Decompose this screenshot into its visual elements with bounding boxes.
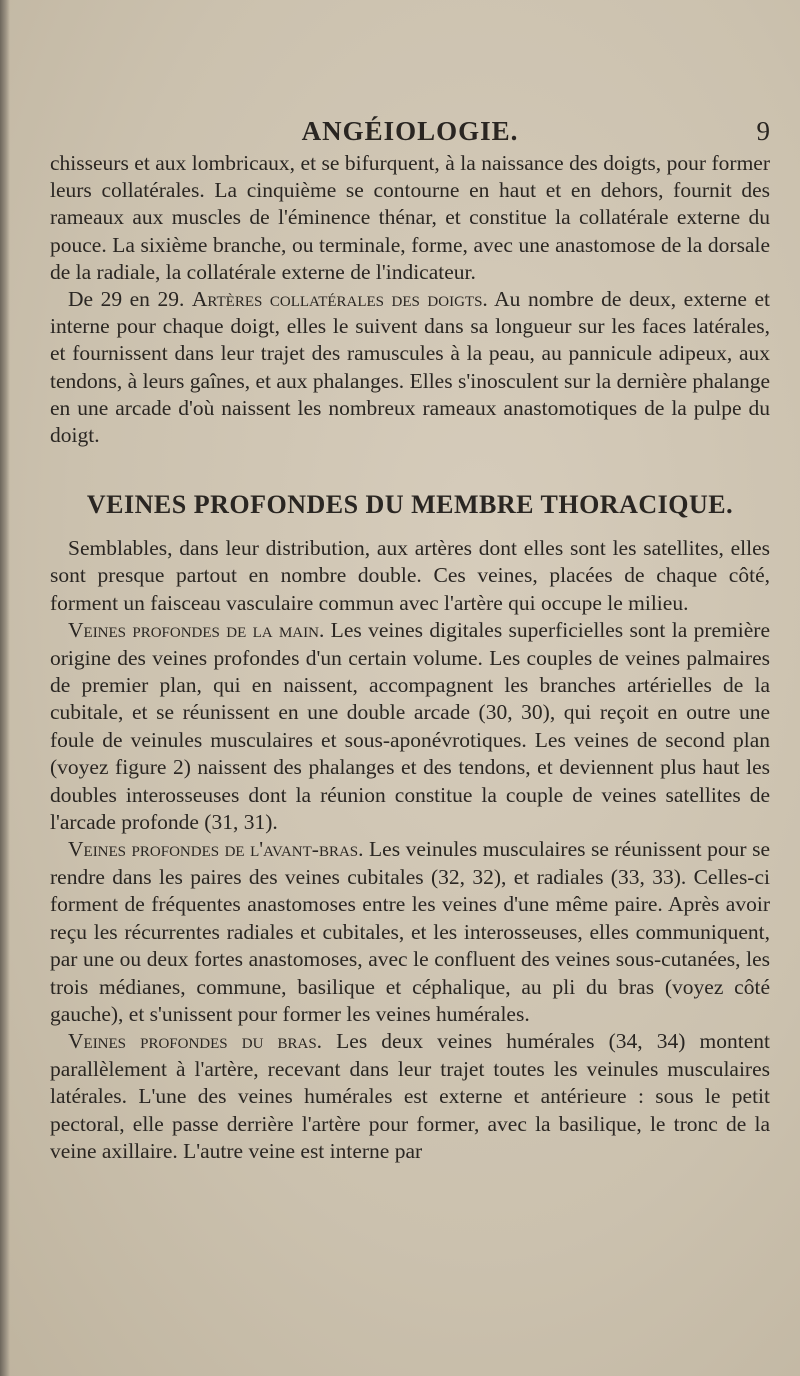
paragraph-heading: Veines profondes de la main. [68, 618, 325, 643]
body-text-top [50, 150, 770, 449]
paragraph [50, 286, 770, 449]
paragraph-text: Les deux veines humérales (34, 34) montent parallèlement à l'artère, recevant dans leur trajet toutes les veinules musculaires latérales. L'une des veines humérales est externe et antérieure : sous le petit pectoral, elle passe derrière l'artère pour former, avec la basilique, le tronc de la veine axillaire. L'autre veine est interne par [50, 1029, 770, 1163]
paragraph [50, 535, 770, 617]
page-binding-edge [0, 0, 10, 1376]
page-number: 9 [756, 116, 770, 146]
paragraph-text: Les veinules musculaires se réunissent pour se rendre dans les paires des veines cubitales (32, 32), et radiales (33, 33). Celles-ci forment de fréquentes anastomoses entre les veines d'une même paire. Après avoir reçu les récurrentes radiales et cubitales, et les interosseuses, elles communiquent, par une ou deux fortes anastomoses, avec le confluent des veines sous-cutanées, les trois médianes, commune, basilique et céphalique, au pli du bras (voyez côté gauche), et s'unissent pour former les veines humérales. [50, 837, 770, 1026]
paragraph [50, 617, 770, 836]
paragraph-text: Les veines digitales superficielles sont la première origine des veines profondes d'un certain volume. Les couples de veines palmaires de premier plan, qui en naissent, accompagnent les branches artérielles de la cubitale, et se réunissent en une double arcade (30, 30), qui reçoit en outre une foule de veinules musculaires et sous-aponévrotiques. Les veines de second plan (voyez figure 2) naissent des phalanges et des tendons, et deviennent plus haut les doubles interosseuses dont la réunion constitue la couple de veines satellites de l'arcade profonde (31, 31). [50, 618, 770, 835]
paragraph-text: chisseurs et aux lombricaux, et se bifurquent, à la naissance des doigts, pour former leurs collatérales. La cinquième se contourne en haut et en dehors, fournit des rameaux aux muscles de l'éminence thénar, et constitue la collatérale externe du pouce. La sixième branche, ou terminale, forme, avec une anastomose de la dorsale de la radiale, la collatérale externe de l'indicateur. [50, 151, 770, 284]
paragraph [50, 150, 770, 286]
paragraph-heading: Artères collatérales des doigts. [191, 287, 488, 312]
paragraph [50, 1028, 770, 1165]
section-heading: VEINES PROFONDES DU MEMBRE THORACIQUE. [86, 490, 734, 519]
body-text-bottom [50, 535, 770, 1165]
paragraph-heading: Veines profondes du bras. [68, 1029, 323, 1054]
running-head-title: ANGÉIOLOGIE. [301, 116, 519, 146]
paragraph [50, 836, 770, 1028]
paragraph-lead: De 29 en 29. [68, 287, 192, 312]
paragraph-text: Au nombre de deux, externe et interne pour chaque doigt, elles le suivent dans sa longueur sur les faces latérales, et fournissent dans leur trajet des ramuscules à la peau, au pannicule adipeux, aux tendons, à leurs gaînes, et aux phalanges. Elles s'inosculent sur la dernière phalange en une arcade d'où naissent les nombreux rameaux anastomotiques de la pulpe du doigt. [50, 287, 770, 448]
paragraph-heading: Veines profondes de l'avant-bras. [68, 837, 364, 862]
running-head [0, 112, 800, 152]
paragraph-text: Semblables, dans leur distribution, aux artères dont elles sont les satellites, elles sont presque partout en nombre double. Ces veines, placées de chaque côté, forment un faisceau vasculaire commun avec l'artère qui occupe le milieu. [50, 536, 770, 615]
